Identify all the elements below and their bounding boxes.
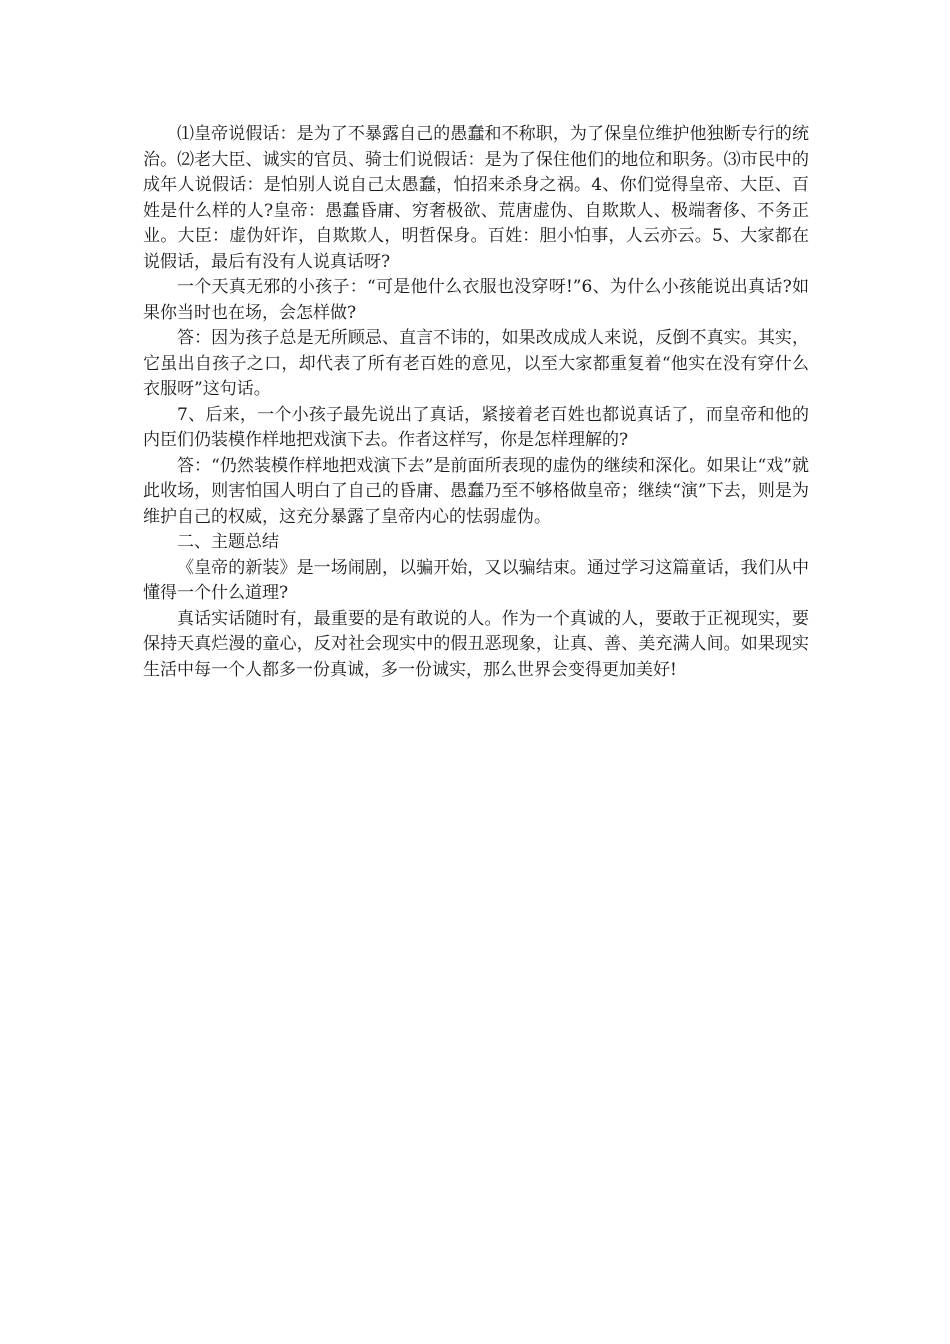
- paragraph-child-truth: 一个天真无邪的小孩子：“可是他什么衣服也没穿呀!”6、为什么小孩能说出真话?如果你当时也在场，会怎样做?: [143, 277, 809, 323]
- paragraph-answers-reasons: ⑴皇帝说假话：是为了不暴露自己的愚蠢和不称职，为了保皇位维护他独断专行的统治。⑵老大臣、诚实的官员、骑士们说假话：是为了保住他们的地位和职务。⑶市民中的成年人说假话：是怕别人说自己太愚蠢，怕招来杀身之祸。4、你们觉得皇帝、大臣、百姓是什么样的人?皇帝：愚蠢昏庸、穷奢极欲、荒唐虚伪、自欺欺人、极端奢侈、不务正业。大臣：虚伪奸诈，自欺欺人，明哲保身。百姓：胆小怕事，人云亦云。5、大家都在说假话，最后有没有人说真话呀?: [143, 124, 809, 272]
- document-body: [143, 122, 809, 683]
- section-heading-theme-summary: 二、主题总结: [177, 532, 279, 552]
- paragraph-answer-7: 答：“仍然装模作样地把戏演下去”是前面所表现的虚伪的继续和深化。如果让“戏”就此收场，则害怕国人明白了自己的昏庸、愚蠢乃至不够格做皇帝；继续“演”下去，则是为维护自己的权威，这充分暴露了皇帝内心的怯弱虚伪。: [143, 455, 809, 527]
- paragraph-question-7: 7、后来，一个小孩子最先说出了真话，紧接着老百姓也都说真话了，而皇帝和他的内臣们仍装模作样地把戏演下去。作者这样写，你是怎样理解的?: [143, 404, 809, 450]
- paragraph-theme-conclusion: 真话实话随时有，最重要的是有敢说的人。作为一个真诚的人，要敢于正视现实，要保持天真烂漫的童心，反对社会现实中的假丑恶现象，让真、善、美充满人间。如果现实生活中每一个人都多一份真诚，多一份诚实，那么世界会变得更加美好!: [143, 608, 809, 680]
- paragraph-theme-question: 《皇帝的新装》是一场闹剧，以骗开始，又以骗结束。通过学习这篇童话，我们从中懂得一个什么道理?: [143, 557, 809, 603]
- paragraph-answer-child: 答：因为孩子总是无所顾忌、直言不讳的，如果改成成人来说，反倒不真实。其实，它虽出自孩子之口，却代表了所有老百姓的意见，以至大家都重复着“他实在没有穿什么衣服呀”这句话。: [143, 328, 809, 399]
